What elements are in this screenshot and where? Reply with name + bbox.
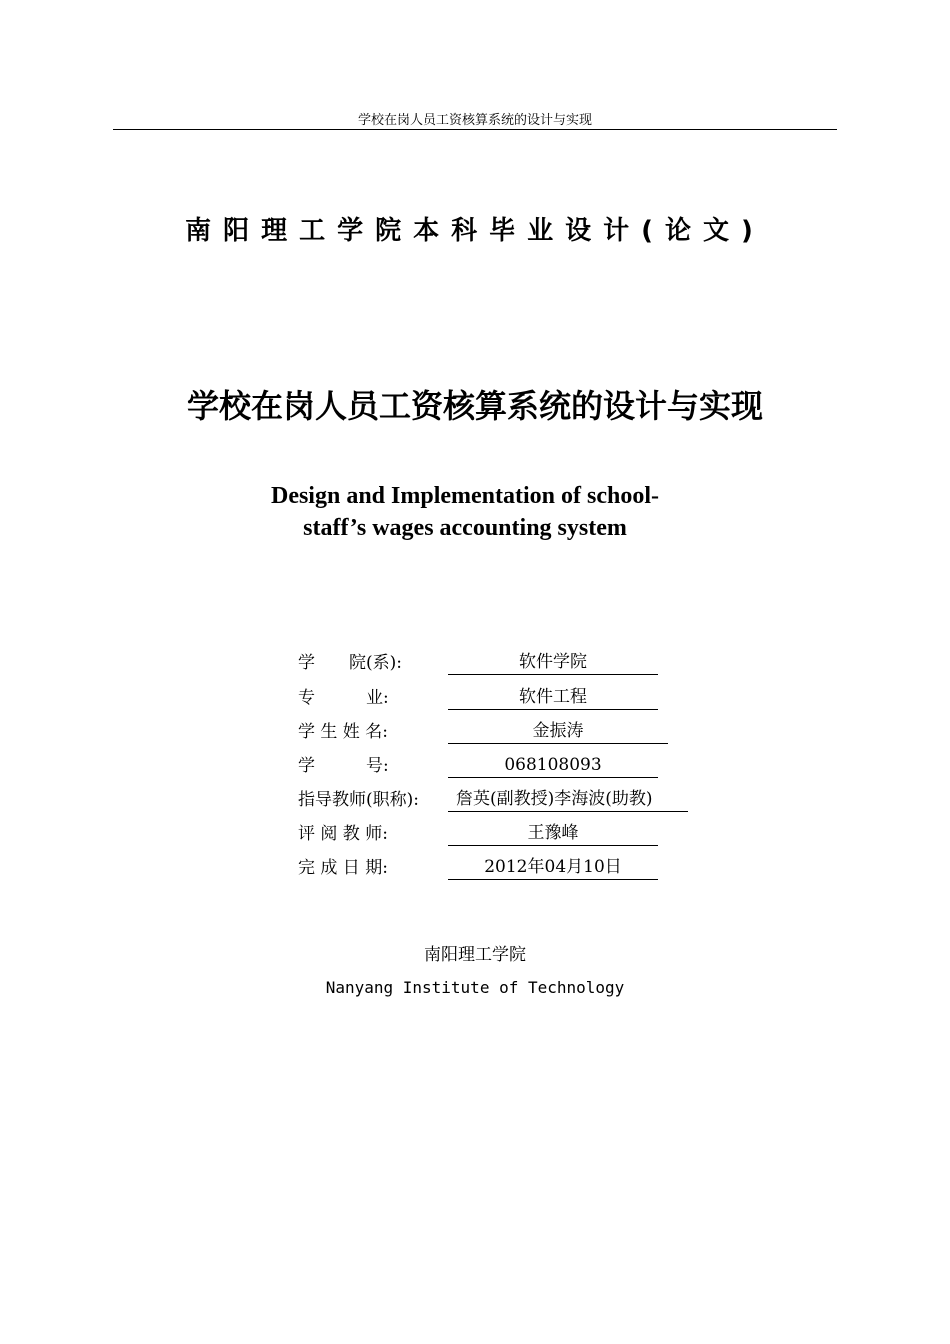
completion-date-label: 完 成 日 期: bbox=[298, 858, 388, 878]
thesis-title-english-line-1: Design and Implementation of school- bbox=[270, 483, 660, 509]
running-title: 学校在岗人员工资核算系统的设计与实现 bbox=[357, 113, 592, 128]
reviewer-label: 评 阅 教 师: bbox=[298, 824, 388, 844]
student-name-value: 金振涛 bbox=[448, 719, 668, 744]
college-value: 软件学院 bbox=[448, 650, 658, 675]
reviewer-value: 王豫峰 bbox=[448, 821, 658, 846]
header-divider bbox=[113, 129, 837, 130]
document-type-heading: 南阳理工学院本科毕业设计(论文) bbox=[185, 216, 765, 246]
major-label: 专 业: bbox=[298, 688, 389, 708]
thesis-title-english-line-2: staff’s wages accounting system bbox=[303, 515, 627, 541]
student-id-label: 学 号: bbox=[298, 756, 389, 776]
completion-date-value: 2012年04月10日 bbox=[448, 855, 658, 880]
student-name-label: 学 生 姓 名: bbox=[298, 722, 388, 742]
thesis-title-chinese: 学校在岗人员工资核算系统的设计与实现 bbox=[186, 387, 763, 425]
thesis-title-english bbox=[250, 480, 680, 544]
school-name-chinese: 南阳理工学院 bbox=[424, 945, 526, 965]
major-value: 软件工程 bbox=[448, 685, 658, 710]
advisor-label: 指导教师(职称): bbox=[298, 790, 419, 810]
student-id-value: 068108093 bbox=[448, 753, 658, 778]
college-label: 学 院(系): bbox=[298, 653, 402, 673]
advisor-value: 詹英(副教授)李海波(助教) bbox=[448, 787, 688, 812]
school-name-english: Nanyang Institute of Technology bbox=[325, 978, 625, 997]
